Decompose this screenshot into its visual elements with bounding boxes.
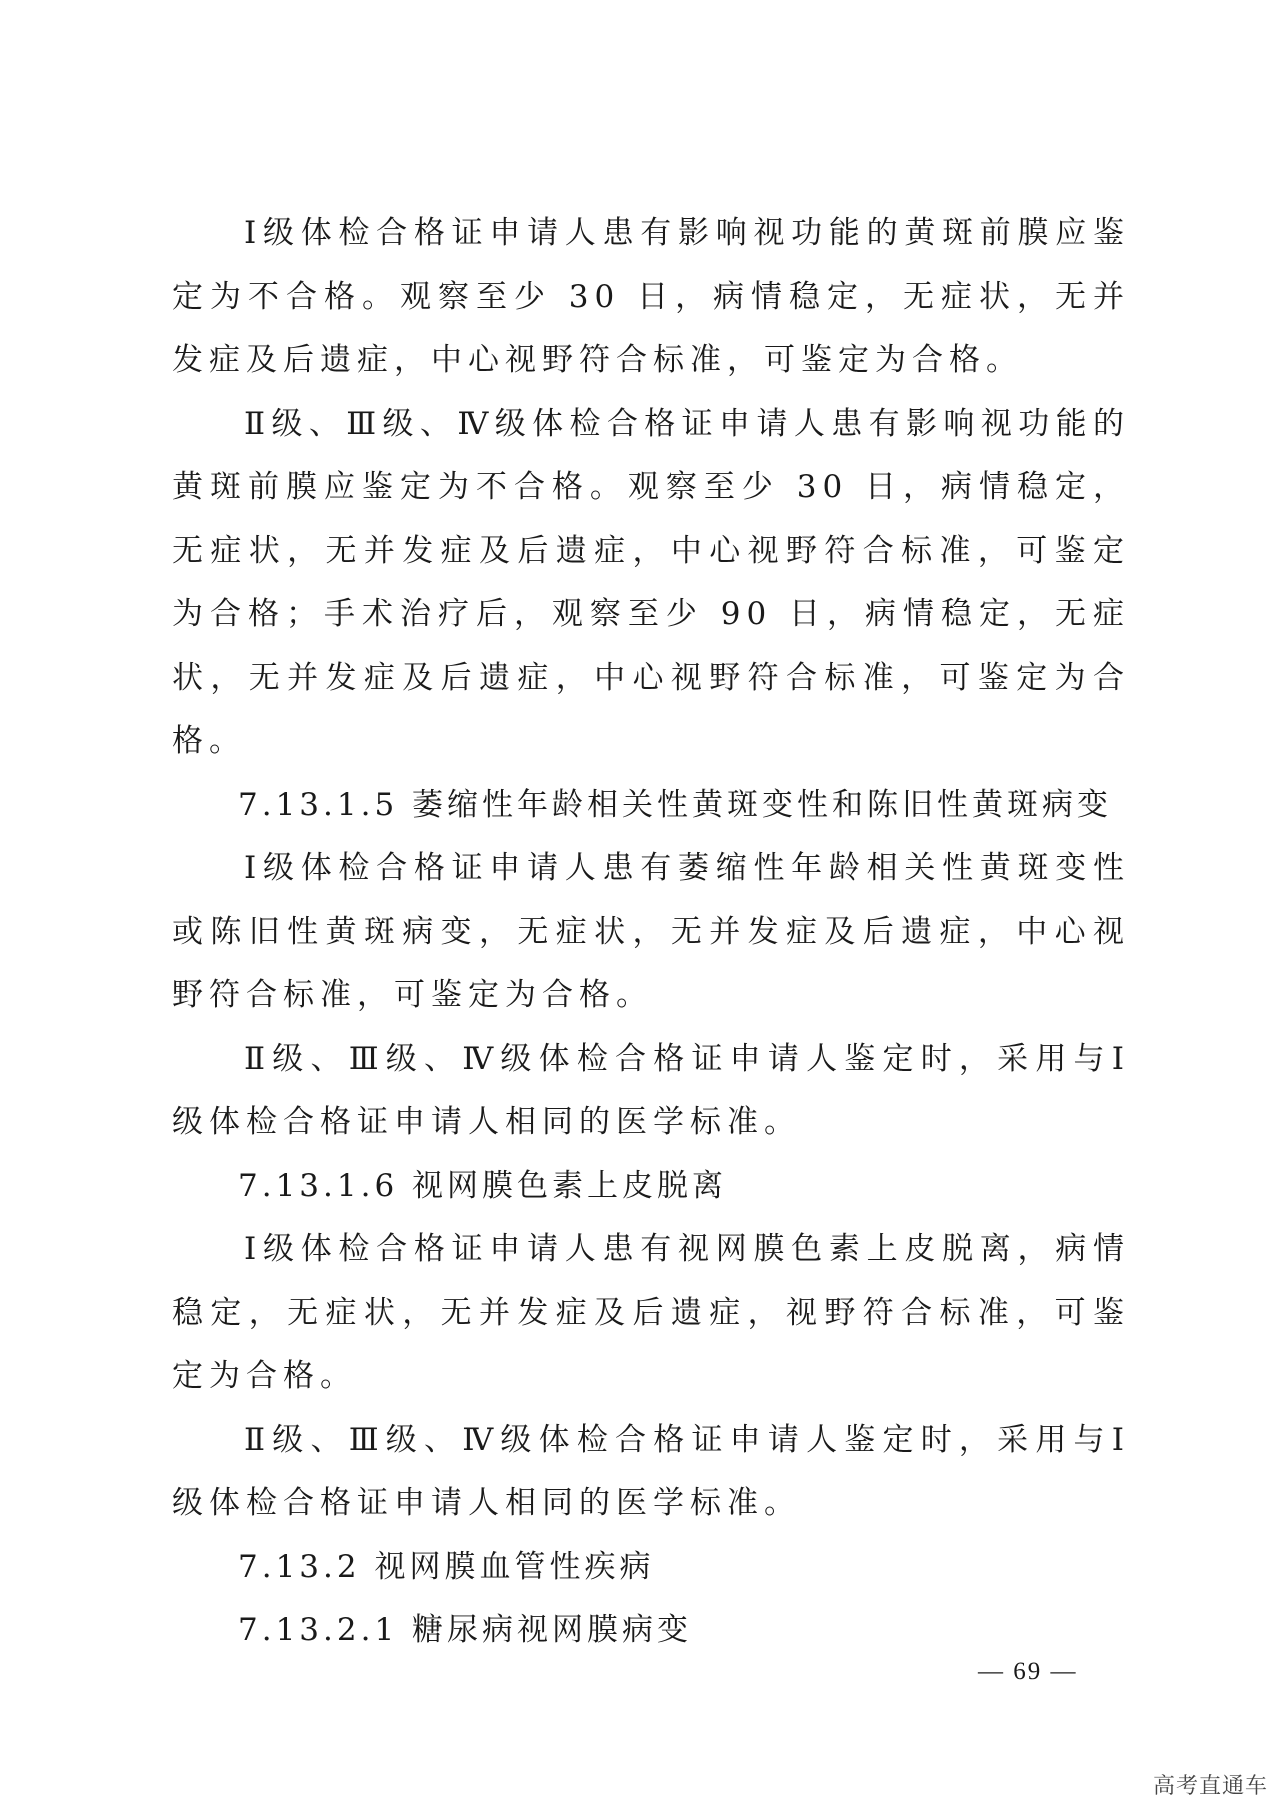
page-number: — 69 — bbox=[978, 1658, 1078, 1685]
paragraph-grade1-atrophic-amd: Ⅰ级体检合格证申请人患有萎缩性年龄相关性黄斑变性或陈旧性黄斑病变，无症状，无并发症及后遗症，中心视野符合标准，可鉴定为合格。 bbox=[172, 850, 1130, 1013]
paragraph-grade2-4-macular-membrane: Ⅱ级、Ⅲ级、Ⅳ级体检合格证申请人患有影响视功能的黄斑前膜应鉴定为不合格。观察至少 30 日，病情稳定，无症状，无并发症及后遗症，中心视野符合标准，可鉴定为合格；手术治疗后，观察至少 90 日，病情稳定，无症状，无并发症及后遗症，中心视野符合标准，可鉴定为合格。 bbox=[172, 405, 1130, 759]
section-heading-7-13-1-6: 7.13.1.6 视网膜色素上皮脱离 bbox=[238, 1167, 728, 1204]
paragraph-grade1-rpe-detachment: Ⅰ级体检合格证申请人患有视网膜色素上皮脱离，病情稳定，无症状，无并发症及后遗症，视野符合标准，可鉴定为合格。 bbox=[172, 1231, 1130, 1394]
section-heading-7-13-2-1: 7.13.2.1 糖尿病视网膜病变 bbox=[238, 1612, 693, 1648]
paragraph-grade2-4-rpe-detachment: Ⅱ级、Ⅲ级、Ⅳ级体检合格证申请人鉴定时，采用与Ⅰ级体检合格证申请人相同的医学标准。 bbox=[172, 1421, 1130, 1521]
section-heading-7-13-1-5: 7.13.1.5 萎缩性年龄相关性黄斑变性和陈旧性黄斑病变 bbox=[238, 786, 1113, 823]
section-heading-7-13-2: 7.13.2 视网膜血管性疾病 bbox=[238, 1548, 655, 1585]
paragraph-grade2-4-atrophic-amd: Ⅱ级、Ⅲ级、Ⅳ级体检合格证申请人鉴定时，采用与Ⅰ级体检合格证申请人相同的医学标准。 bbox=[172, 1040, 1130, 1140]
paragraph-grade1-macular-membrane: Ⅰ级体检合格证申请人患有影响视功能的黄斑前膜应鉴定为不合格。观察至少 30 日，病情稳定，无症状，无并发症及后遗症，中心视野符合标准，可鉴定为合格。 bbox=[172, 215, 1130, 378]
document-body bbox=[172, 202, 1130, 1663]
watermark-text: 高考直通车 bbox=[1152, 1774, 1268, 1799]
